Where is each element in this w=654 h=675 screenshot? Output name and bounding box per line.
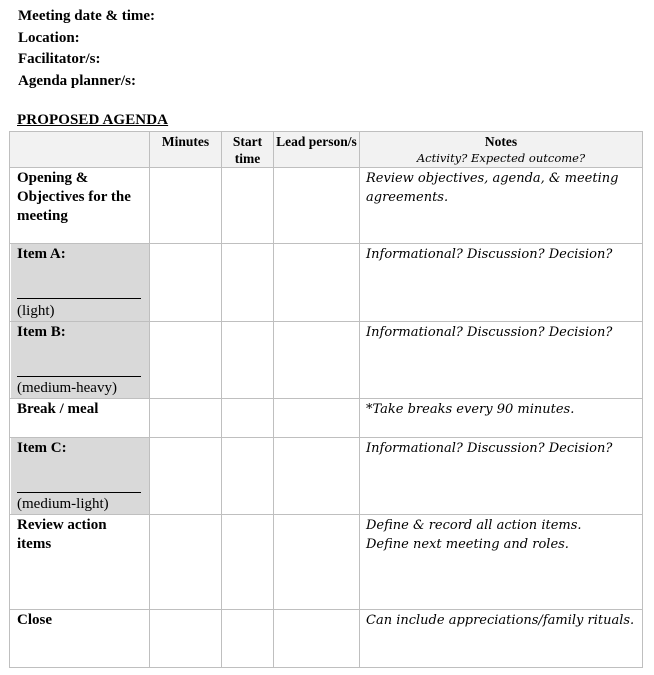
agenda-table: [9, 131, 643, 668]
table-header-row: [10, 132, 643, 168]
row-label-cell: [10, 244, 150, 322]
table-row: [10, 168, 643, 244]
header-start-time: Start time: [222, 132, 274, 168]
lead-person-cell[interactable]: [274, 168, 360, 244]
header-item: [10, 132, 150, 168]
title-blank-line: [17, 298, 141, 299]
header-lead-person: Lead person/s: [274, 132, 360, 168]
start-time-cell[interactable]: [222, 322, 274, 399]
section-heading: PROPOSED AGENDA: [17, 112, 169, 128]
table-row: [10, 399, 643, 438]
lead-person-cell[interactable]: [274, 244, 360, 322]
agenda-planner-label: Agenda planner/s:: [18, 72, 136, 89]
lead-person-cell[interactable]: [274, 515, 360, 610]
notes-cell[interactable]: Review objectives, agenda, & meeting agreements.: [360, 168, 643, 244]
row-weight: (medium-heavy): [17, 380, 117, 396]
table-row: [10, 244, 643, 322]
header-notes-title: Notes: [484, 134, 518, 149]
notes-cell[interactable]: Can include appreciations/family rituals.: [360, 610, 643, 668]
start-time-cell[interactable]: [222, 610, 274, 668]
location-label: Location:: [18, 29, 80, 46]
header-notes-subtitle: Activity? Expected outcome?: [416, 151, 586, 165]
row-label: Item A:: [17, 246, 66, 262]
minutes-cell[interactable]: [150, 322, 222, 399]
row-label: Review action items: [10, 515, 150, 610]
notes-cell[interactable]: [360, 515, 643, 610]
lead-person-cell[interactable]: [274, 610, 360, 668]
minutes-cell[interactable]: [150, 168, 222, 244]
row-label-cell: [10, 322, 150, 399]
note-line: Define & record all action items.: [366, 518, 582, 533]
lead-person-cell[interactable]: [274, 399, 360, 438]
notes-cell[interactable]: Informational? Discussion? Decision?: [360, 438, 643, 515]
minutes-cell[interactable]: [150, 610, 222, 668]
start-time-cell[interactable]: [222, 515, 274, 610]
lead-person-cell[interactable]: [274, 322, 360, 399]
row-label: Close: [10, 610, 150, 668]
title-blank-line: [17, 492, 141, 493]
start-time-cell[interactable]: [222, 399, 274, 438]
start-time-cell[interactable]: [222, 438, 274, 515]
table-row: [10, 438, 643, 515]
minutes-cell[interactable]: [150, 244, 222, 322]
notes-cell[interactable]: Informational? Discussion? Decision?: [360, 244, 643, 322]
meeting-date-time-label: Meeting date & time:: [18, 8, 156, 24]
minutes-cell[interactable]: [150, 399, 222, 438]
row-label-cell: [10, 438, 150, 515]
start-time-cell[interactable]: [222, 244, 274, 322]
start-time-cell[interactable]: [222, 168, 274, 244]
table-row: [10, 610, 643, 668]
facilitator-label: Facilitator/s:: [18, 51, 101, 67]
title-blank-line: [17, 376, 141, 377]
row-label: Opening & Objectives for the meeting: [10, 168, 150, 244]
minutes-cell[interactable]: [150, 515, 222, 610]
note-line: Define next meeting and roles.: [366, 537, 569, 552]
row-weight: (medium-light): [17, 496, 109, 512]
row-label: Break / meal: [10, 399, 150, 438]
notes-cell[interactable]: Informational? Discussion? Decision?: [360, 322, 643, 399]
row-weight: (light): [17, 303, 55, 319]
row-label: Item B:: [17, 324, 66, 340]
table-row: [10, 515, 643, 610]
table-row: [10, 322, 643, 399]
row-label: Item C:: [17, 440, 67, 456]
header-minutes: Minutes: [150, 132, 222, 168]
header-notes: [360, 132, 643, 168]
lead-person-cell[interactable]: [274, 438, 360, 515]
meeting-details: [18, 6, 155, 92]
minutes-cell[interactable]: [150, 438, 222, 515]
notes-cell[interactable]: *Take breaks every 90 minutes.: [360, 399, 643, 438]
